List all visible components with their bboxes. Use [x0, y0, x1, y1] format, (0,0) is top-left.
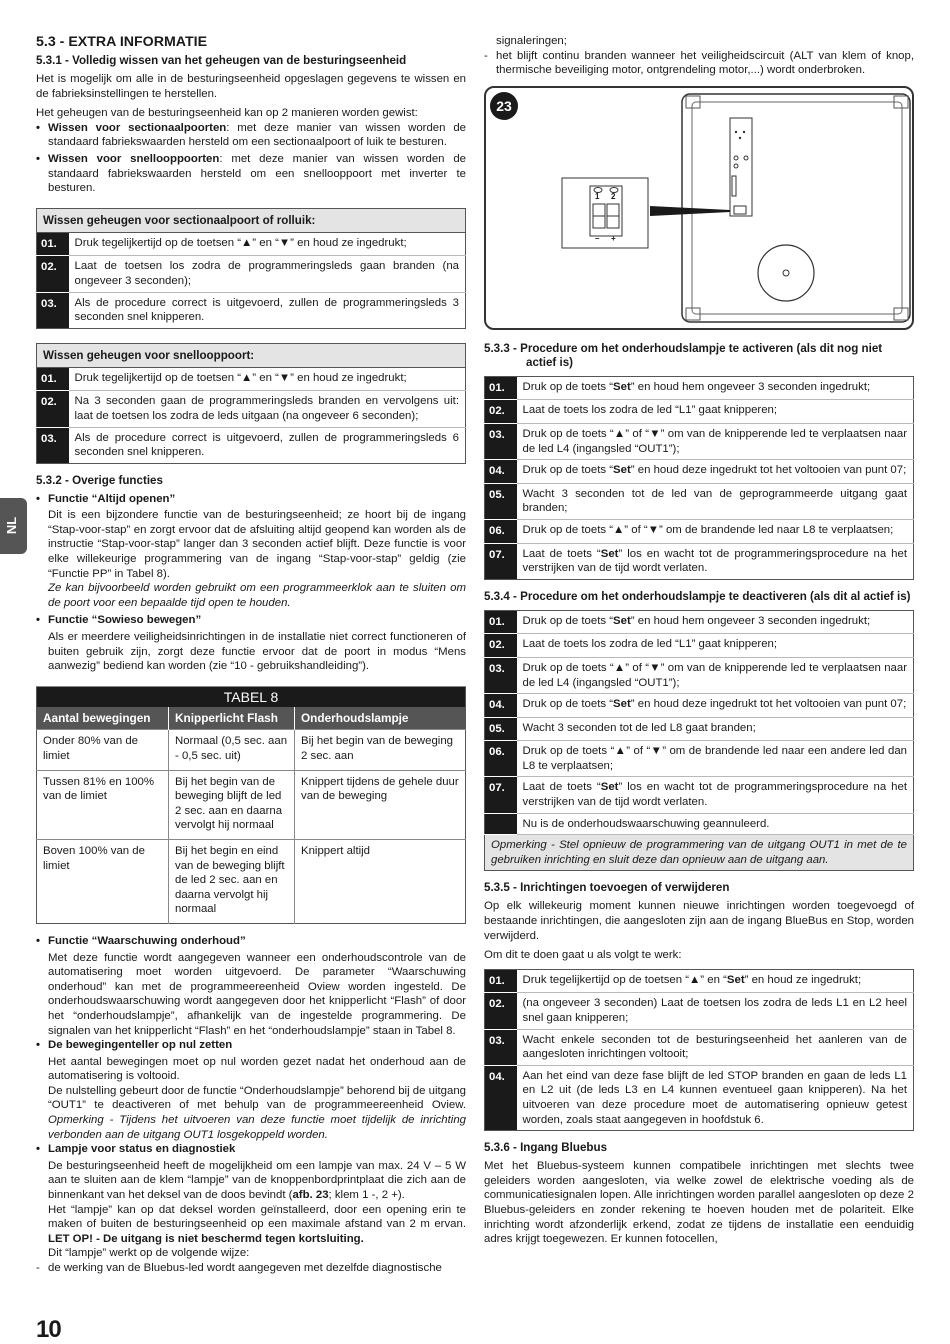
control-box-drawing [486, 88, 912, 328]
table-header: Aantal bewegingen [37, 707, 169, 730]
table-add-remove [484, 969, 914, 1131]
table-row: 02. Laat de toets los zodra de led “L1” gaat knipperen; [485, 400, 914, 424]
table-row: 04. Druk op de toets “Set” en houd deze ingedrukt tot het voltooien van punt 07; [485, 460, 914, 484]
left-column [36, 34, 466, 1276]
figure-number: 23 [490, 92, 518, 120]
dash-list [484, 49, 914, 78]
table-row: Nu is de onderhoudswaarschuwing geannuleerd. [485, 813, 914, 835]
table-row: 01. Druk tegelijkertijd op de toetsen “▲” en “▼” en houd ze ingedrukt; [37, 367, 466, 391]
table-8 [36, 686, 466, 924]
bullet-icon: • [36, 152, 40, 165]
section-heading-5-3-6: 5.3.6 - Ingang Bluebus [484, 1141, 608, 1155]
paragraph: signaleringen; [496, 35, 567, 47]
section-heading-5-3-5: 5.3.5 - Inrichtingen toevoegen of verwijderen [484, 881, 730, 895]
table-row: 01. Druk tegelijkertijd op de toetsen “▲” en “Set” en houd ze ingedrukt; [485, 969, 914, 993]
table-row: 03. Druk op de toets “▲” of “▼” om van de knipperende led te verplaatsen naar de led L4 (ingangsled “OUT1”); [485, 657, 914, 693]
dash-list [36, 1261, 466, 1276]
table-note: Opmerking - Stel opnieuw de programmering van de uitgang OUT1 in met de te gebruiken inrichting en sluit deze dan opnieuw aan de uitgang aan. [485, 835, 914, 871]
list-item: - de werking van de Bluebus-led wordt aangegeven met dezelfde diagnostische [36, 1262, 442, 1274]
table-row: 02. Laat de toetsen los zodra de programmeringsleds gaan branden (na ongeveer 3 seconden); [37, 256, 466, 292]
paragraph: Op elk willekeurig moment kunnen nieuwe inrichtingen worden toegevoegd of bestaande inrichtingen, die aangesloten zijn aan de ingang BlueBus en Stop, worden verwijderd. [484, 900, 914, 942]
table-row: 02. Laat de toets los zodra de led “L1” gaat knipperen; [485, 634, 914, 658]
paragraph: De besturingseenheid heeft de mogelijkheid om een lampje van max. 24 V – 5 W aan te sluiten aan de klem “lampje” van de knoppenbordprintplaat die zich aan de binnenkant van het deksel van de doos bevindt (afb. 23; klem 1 -, 2 +). [48, 1159, 466, 1202]
function-list [36, 492, 466, 507]
list-item: • Functie “Sowieso bewegen” [36, 614, 202, 627]
table-row: 07. Laat de toets “Set” los en wacht tot de programmeringsprocedure na het verstrijken van de tijd wordt verlaten. [485, 777, 914, 813]
table-clear-fast [36, 343, 466, 464]
paragraph: Het “lampje” kan op dat deksel worden geïnstalleerd, door een opening erin te maken of buiten de besturingseenheid op een maximale afstand van 2 m ervan. LET OP! - De uitgang is niet beschermd tegen kortsluiting. [48, 1203, 466, 1245]
bullet-list [36, 121, 466, 196]
table-row: 03. Als de procedure correct is uitgevoerd, zullen de programmeringsleds 6 seconden snel knipperen. [37, 427, 466, 463]
section-heading-5-3-4: 5.3.4 - Procedure om het onderhoudslampje te deactiveren (als dit al actief is) [484, 589, 911, 603]
language-tab-label: NL [4, 516, 20, 535]
list-item: - het blijft continu branden wanneer het veiligheidscircuit (ALT van klem of knop, thermische beveiliging motor, ontgrendeling motor,...) wordt onderbroken. [484, 49, 914, 77]
table-header: Knipperlicht Flash [169, 707, 295, 730]
terminal-plus: + [611, 233, 616, 243]
table-row: Tussen 81% en 100% van de limiet Bij het begin van de beweging blijft de led 2 sec. aan en daarna vervolgt hij normaal Knippert tijdens de gehele duur van de beweging [37, 770, 466, 839]
bullet-icon: • [36, 1039, 40, 1052]
list-item: • Wissen voor sectionaalpoorten: met deze manier van wissen worden de standaard fabriekswaarden hersteld om een sectionaalpoort of luik te besturen. [36, 121, 466, 149]
table-row: 02. Na 3 seconden gaan de programmeringsleds branden en vervolgens uit: laat de toetsen los zodra de leds uitgaan (na ongeveer 6 seconden); [37, 391, 466, 427]
list-item: • Lampje voor status en diagnostiek [36, 1143, 236, 1156]
paragraph: Met het Bluebus-systeem kunnen compatibele inrichtingen met slechts twee geleiders worden aangesloten, via welke zowel de elektrische voeding als de communicatiesignalen lopen. Alle inrichtingen worden parallel aangesloten op deze 2 Bluebus-geleiders en zonder rekening te hoeven houden met de polariteit. Elke inrichting wordt afzonderlijk erkend, zodat ze tijdens de installatie een eenduidig adres krijgt toegewezen. Er kunnen fotocellen, [484, 1160, 914, 1246]
table-row: 01. Druk op de toets “Set” en houd hem ongeveer 3 seconden ingedrukt; [485, 376, 914, 400]
table-clear-sectional [36, 208, 466, 329]
table-title: Wissen geheugen voor snellooppoort: [37, 343, 466, 367]
table-activate-lamp [484, 376, 914, 580]
table-row: 04. Aan het eind van deze fase blijft de led STOP branden en gaan de leds L1 en L2 uit (de leds L3 en L4 kunnen eventueel gaan knipperen). Na het uitvoeren van deze procedure moet de automatisering opnieuw getest worden, zoals staat aangegeven in hoofdstuk 6. [485, 1065, 914, 1130]
table-title: Wissen geheugen voor sectionaalpoort of rolluik: [37, 208, 466, 232]
figure-23 [484, 86, 914, 330]
section-heading-5-3-2: 5.3.2 - Overige functies [36, 473, 163, 487]
terminal-label-1: 1 [595, 191, 600, 201]
table-row: 01. Druk tegelijkertijd op de toetsen “▲” en “▼” en houd ze ingedrukt; [37, 232, 466, 256]
table-row: 02. (na ongeveer 3 seconden) Laat de toetsen los zodra de leds L1 en L2 heel snel gaan knipperen; [485, 993, 914, 1029]
table-row: 01. Druk op de toets “Set” en houd hem ongeveer 3 seconden ingedrukt; [485, 610, 914, 634]
table-row: 05. Wacht 3 seconden tot de led L8 gaat branden; [485, 717, 914, 741]
paragraph: Met deze functie wordt aangegeven wanneer een onderhoudscontrole van de automatisering moet worden uitgevoerd. De parameter “Waarschuwing onderhoud” kan met de programmeereenheid Oview worden ingesteld. De onderhoudswaarschuwing wordt aangegeven door het knipperlicht “Flash” of door het “onderhoudslampje”, afhankelijk van de ingestelde programmering. De signalen van het knipperlicht “Flash” en het “onderhoudslampje” staan in Tabel 8. [48, 951, 466, 1037]
bullet-icon: • [36, 1143, 40, 1156]
paragraph: Dit “lampje” werkt op de volgende wijze: [48, 1247, 250, 1260]
paragraph-italic: Ze kan bijvoorbeeld worden gebruikt om een programmeerklok aan te sluiten om de poort voor een bepaalde tijd open te houden. [48, 582, 466, 609]
function-list [36, 1038, 466, 1053]
table-header: Onderhoudslampje [295, 707, 466, 730]
list-item: • De bewegingenteller op nul zetten [36, 1039, 233, 1052]
table-row: 03. Druk op de toets “▲” of “▼” om van de knipperende led te verplaatsen naar de led L4 (ingangsled “OUT1”); [485, 423, 914, 459]
paragraph: Als er meerdere veiligheidsinrichtingen in de installatie niet correct functioneren of buiten gebruik zijn, zorgt deze functie ervoor dat de poort in modus “Mens aanwezig” bediend kan worden (zie “10 - gebruikshandleiding”). [48, 631, 466, 673]
table-caption: TABEL 8 [37, 686, 466, 707]
paragraph: Het geheugen van de besturingseenheid kan op 2 manieren worden gewist: [36, 107, 418, 120]
terminal-minus: – [595, 233, 600, 243]
language-tab [0, 498, 27, 554]
page-number: 10 [36, 1316, 61, 1343]
function-list [36, 934, 466, 949]
table-row: 04. Druk op de toets “Set” en houd deze ingedrukt tot het voltooien van punt 07; [485, 694, 914, 718]
table-deactivate-lamp [484, 610, 914, 872]
bullet-icon: • [36, 492, 40, 505]
paragraph: Om dit te doen gaat u als volgt te werk: [484, 949, 682, 962]
function-list [36, 1142, 466, 1157]
list-item: • Functie “Altijd openen” [36, 492, 176, 505]
list-item: • Functie “Waarschuwing onderhoud” [36, 934, 246, 947]
paragraph: De nulstelling gebeurt door de functie “Onderhoudslampje” behorend bij de uitgang “OUT1” te deactiveren of met behulp van de programmeereenheid Oview. Opmerking - Tijdens het uitvoeren van deze functie moet tijdelijk de inrichting verbonden aan de uitgang OUT1 losgekoppeld worden. [48, 1084, 466, 1141]
table-row: 07. Laat de toets “Set” los en wacht tot de programmeringsprocedure na het verstrijken van de tijd wordt verlaten. [485, 543, 914, 579]
table-row: 03. Wacht enkele seconden tot de besturingseenheid het aanleren van de aangesloten inrichtingen voltooit; [485, 1029, 914, 1065]
bullet-icon: • [36, 121, 40, 134]
bullet-icon: • [36, 934, 40, 947]
table-row: Boven 100% van de limiet Bij het begin en eind van de beweging blijft de led 2 sec. aan en daarna vervolgt hij normaal Knippert altijd [37, 839, 466, 923]
section-heading-5-3-1: 5.3.1 - Volledig wissen van het geheugen van de besturingseenheid [36, 54, 407, 67]
table-row: 03. Als de procedure correct is uitgevoerd, zullen de programmeringsleds 3 seconden snel knipperen. [37, 292, 466, 328]
function-list [36, 613, 466, 628]
section-heading-5-3-3: 5.3.3 - Procedure om het onderhoudslampje te activeren (als dit nog niet actief is) [484, 341, 883, 369]
paragraph: Dit is een bijzondere functie van de besturingseenheid; ze hoort bij de ingang “Stap-voor-stap” en zorgt ervoor dat de afsluiting altijd geopend kan worden als de instructie “Stap-voor-stap” langer dan 3 seconden actief blijft. Deze functie is voor elke willekeurige programmering van de ingang “Stap-voor-stap” geldig (zie “Functie PP” in Tabel 8). [48, 509, 466, 580]
table-row: 06. Druk op de toets “▲” of “▼” om de brandende led naar L8 te verplaatsen; [485, 519, 914, 543]
section-heading-5-3: 5.3 - EXTRA INFORMATIE [36, 34, 208, 50]
bullet-icon: • [36, 614, 40, 627]
table-row: 06. Druk op de toets “▲” of “▼” om de brandende led naar een andere led dan L8 te verplaatsen; [485, 741, 914, 777]
table-row: Onder 80% van de limiet Normaal (0,5 sec. aan - 0,5 sec. uit) Bij het begin van de beweging 2 sec. aan [37, 730, 466, 770]
right-column [484, 34, 914, 1247]
list-item: • Wissen voor snellooppoorten: met deze manier van wissen worden de standaard fabriekswaarden hersteld om een snellooppoort met inverter te besturen. [36, 152, 466, 195]
paragraph: Het is mogelijk om alle in de besturingseenheid opgeslagen gegevens te wissen en de fabrieksinstellingen te herstellen. [36, 73, 466, 100]
paragraph: Het aantal bewegingen moet op nul worden gezet nadat het onderhoud aan de automatisering is voltooid. [48, 1055, 466, 1083]
terminal-label-2: 2 [611, 191, 616, 201]
table-row: 05. Wacht 3 seconden tot de led van de geprogrammeerde uitgang gaat branden; [485, 483, 914, 519]
